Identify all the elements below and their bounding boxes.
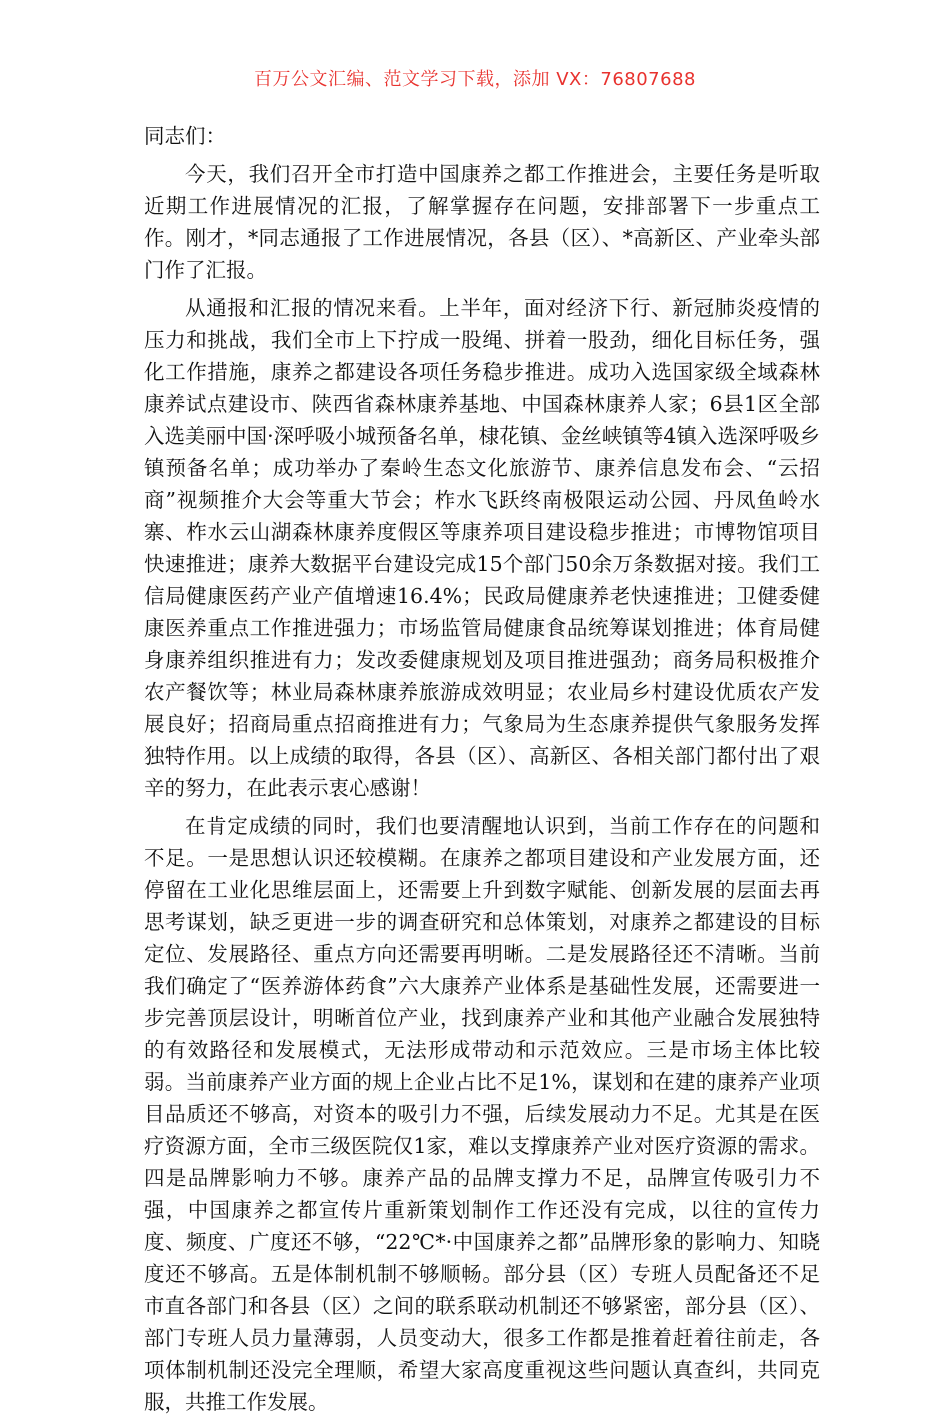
paragraph-problems: 在肯定成绩的同时，我们也要清醒地认识到，当前工作存在的问题和不足。一是思想认识还较模糊。在康养之都项目建设和产业发展方面，还停留在工业化思维层面上，还需要上升到数字赋能、创新发展的层面去再思考谋划，缺乏更进一步的调查研究和总体策划，对康养之都建设的目标定位、发展路径、重点方向还需要再明晰。二是发展路径还不清晰。当前我们确定了“医养游体药食”六大康养产业体系是基础性发展，还需要进一步完善顶层设计，明晰首位产业，找到康养产业和其他产业融合发展独特的有效路径和发展模式，无法形成带动和示范效应。三是市场主体比较弱。当前康养产业方面的规上企业占比不足1%，谋划和在建的康养产业项目品质还不够高，对资本的吸引力不强，后续发展动力不足。尤其是在医疗资源方面，全市三级医院仅1家，难以支撑康养产业对医疗资源的需求。四是品牌影响力不够。康养产品的品牌支撑力不足，品牌宣传吸引力不强，中国康养之都宣传片重新策划制作工作还没有完成，以往的宣传力度、频度、广度还不够，“22℃*·中国康养之都”品牌形象的影响力、知晓度还不够高。五是体制机制不够顺畅。部分县（区）专班人员配备还不足市直各部门和各县（区）之间的联系联动机制还不够紧密，部分县（区）、部门专班人员力量薄弱，人员变动大，很多工作都是推着赶着往前走，各项体制机制还没完全理顺，希望大家高度重视这些问题认真查纠，共同克服，共推工作发展。 bbox=[144, 814, 820, 1414]
paragraph-opening: 今天，我们召开全市打造中国康养之都工作推进会，主要任务是听取近期工作进展情况的汇报，了解掌握存在问题，安排部署下一步重点工作。刚才，*同志通报了工作进展情况，各县（区）、*高新区、产业牵头部门作了汇报。 bbox=[144, 162, 820, 282]
document-body bbox=[144, 120, 820, 1418]
salutation: 同志们： bbox=[144, 124, 226, 148]
paragraph-achievements: 从通报和汇报的情况来看。上半年，面对经济下行、新冠肺炎疫情的压力和挑战，我们全市上下拧成一股绳、拼着一股劲，细化目标任务，强化工作措施，康养之都建设各项任务稳步推进。成功入选国家级全域森林康养试点建设市、陕西省森林康养基地、中国森林康养人家；6县1区全部入选美丽中国·深呼吸小城预备名单，棣花镇、金丝峡镇等4镇入选深呼吸乡镇预备名单；成功举办了秦岭生态文化旅游节、康养信息发布会、“云招商”视频推介大会等重大节会；柞水飞跃终南极限运动公园、丹凤鱼岭水寨、柞水云山湖森林康养度假区等康养项目建设稳步推进；市博物馆项目快速推进；康养大数据平台建设完成15个部门50余万条数据对接。我们工信局健康医药产业产值增速16.4%；民政局健康养老快速推进；卫健委健康医养重点工作推进强力；市场监管局健康食品统筹谋划推进；体育局健身康养组织推进有力；发改委健康规划及项目推进强劲；商务局积极推介农产餐饮等；林业局森林康养旅游成效明显；农业局乡村建设优质农产发展良好；招商局重点招商推进有力；气象局为生态康养提供气象服务发挥独特作用。以上成绩的取得，各县（区）、高新区、各相关部门都付出了艰辛的努力，在此表示衷心感谢！ bbox=[144, 296, 820, 800]
header-banner: 百万公文汇编、范文学习下载，添加 VX：76807688 bbox=[254, 69, 696, 90]
